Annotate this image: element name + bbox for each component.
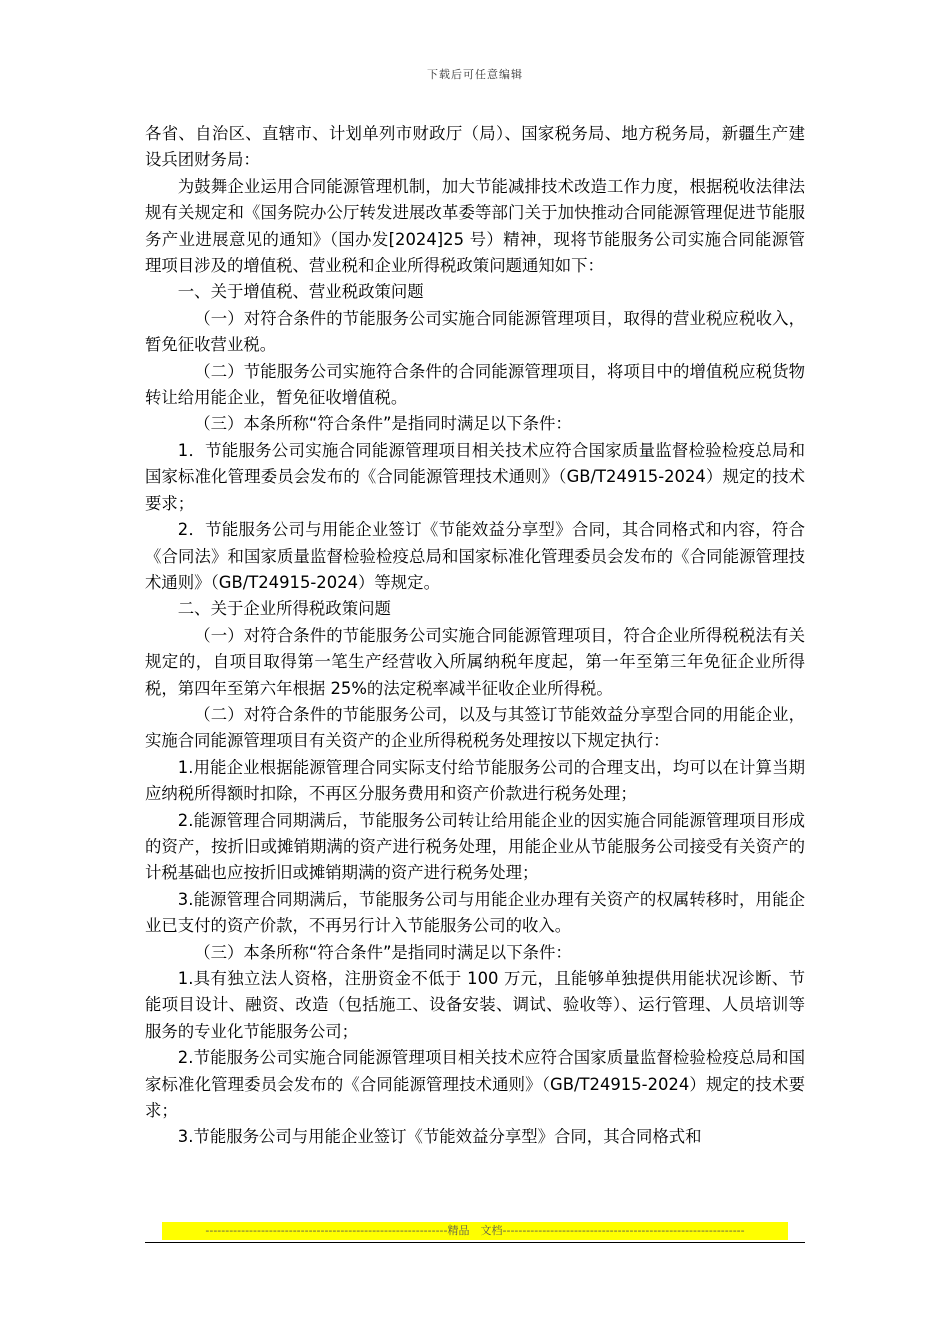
cit-rule-2: 2.能源管理合同期满后，节能服务公司转让给用能企业的因实施合同能源管理项目形成的资产，按折旧或摊销期满的资产进行税务处理，用能企业从节能服务公司接受有关资产的计税基础也应按折旧或摊销期满的资产进行税务处理； <box>145 810 805 883</box>
footer-label: 精品 文档 <box>447 1224 503 1237</box>
vat-item-3: （三）本条所称“符合条件”是指同时满足以下条件： <box>194 414 572 434</box>
cit-condition-1: 1.具有独立法人资格，注册资金不低于 100 万元，且能够单独提供用能状况诊断、节能项目设计、融资、改造（包括施工、设备安装、调试、验收等）、运行管理、人员培训等服务的专业化节能服务公司； <box>145 969 805 1041</box>
footer-dashes-right: ------------------------------------------------------------- <box>502 1224 745 1237</box>
cit-item-3: （三）本条所称“符合条件”是指同时满足以下条件： <box>194 942 572 962</box>
cit-rule-1: 1.用能企业根据能源管理合同实际支付给节能服务公司的合理支出，均可以在计算当期应纳税所得额时扣除，不再区分服务费用和资产价款进行税务处理； <box>145 757 805 804</box>
addressee-paragraph: 各省、自治区、直辖市、计划单列市财政厅（局）、国家税务局、地方税务局，新疆生产建设兵团财务局： <box>145 124 805 170</box>
vat-condition-1: 1．节能服务公司实施合同能源管理项目相关技术应符合国家质量监督检验检疫总局和国家标准化管理委员会发布的《合同能源管理技术通则》（GB/T24915-2024）规定的技术要求； <box>145 440 805 513</box>
footer-divider <box>145 1242 805 1243</box>
section-heading-cit: 二、关于企业所得税政策问题 <box>177 599 391 619</box>
page-header: 下载后可任意编辑 <box>427 68 523 81</box>
vat-item-1: （一）对符合条件的节能服务公司实施合同能源管理项目，取得的营业税应税收入，暂免征收营业税。 <box>145 308 805 355</box>
intro-paragraph: 为鼓舞企业运用合同能源管理机制，加大节能减排技术改造工作力度，根据税收法律法规有关规定和《国务院办公厅转发进展改革委等部门关于加快推动合同能源管理促进节能服务产业进展意见的通知》（国办发[2024]25 号）精神，现将节能服务公司实施合同能源管理项目涉及的增值税、营业税和企业所得税政策问题通知如下： <box>145 176 805 276</box>
vat-item-2: （二）节能服务公司实施符合条件的合同能源管理项目，将项目中的增值税应税货物转让给用能企业，暂免征收增值税。 <box>145 361 805 408</box>
section-heading-vat: 一、关于增值税、营业税政策问题 <box>177 282 424 302</box>
cit-condition-3: 3.节能服务公司与用能企业签订《节能效益分享型》合同，其合同格式和 <box>177 1127 702 1147</box>
document-body <box>145 121 805 1151</box>
footer-dashes-left: ------------------------------------------------------------- <box>205 1224 448 1237</box>
cit-condition-2: 2.节能服务公司实施合同能源管理项目相关技术应符合国家质量监督检验检疫总局和国家标准化管理委员会发布的《合同能源管理技术通则》（GB/T24915-2024）规定的技术要求； <box>145 1048 805 1121</box>
vat-condition-2: 2．节能服务公司与用能企业签订《节能效益分享型》合同，其合同格式和内容，符合《合同法》和国家质量监督检验检疫总局和国家标准化管理委员会发布的《合同能源管理技术通则》（GB/T24915-2024）等规定。 <box>145 520 805 592</box>
cit-rule-3: 3.能源管理合同期满后，节能服务公司与用能企业办理有关资产的权属转移时，用能企业已支付的资产价款，不再另行计入节能服务公司的收入。 <box>145 889 805 936</box>
cit-item-2: （二）对符合条件的节能服务公司，以及与其签订节能效益分享型合同的用能企业，实施合同能源管理项目有关资产的企业所得税税务处理按以下规定执行： <box>145 704 805 751</box>
footer-banner <box>162 1222 788 1240</box>
cit-item-1: （一）对符合条件的节能服务公司实施合同能源管理项目，符合企业所得税税法有关规定的，自项目取得第一笔生产经营收入所属纳税年度起，第一年至第三年免征企业所得税，第四年至第六年根据 25%的法定税率减半征收企业所得税。 <box>145 625 805 698</box>
